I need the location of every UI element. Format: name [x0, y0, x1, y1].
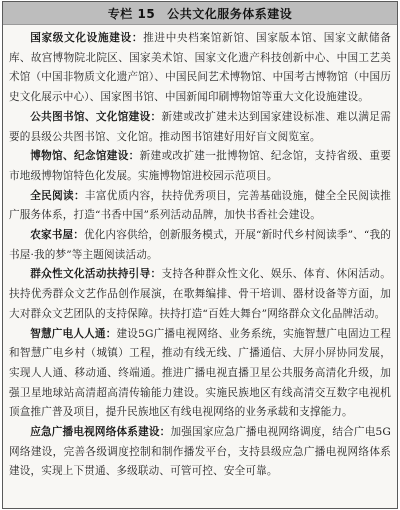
paragraph-national-facilities — [9, 29, 391, 108]
paragraph-lead: 智慧广电人人通： — [30, 327, 117, 340]
paragraph-lead: 群众性文化活动扶持引导： — [30, 268, 162, 281]
paragraph-rural-libraries — [9, 226, 391, 265]
paragraph-mass-cultural-activities — [9, 265, 391, 324]
paragraph-text: 建设5G广播电视网络、业务系统，实施智慧广电固边工程和智慧广电乡村（城镇）工程，推动有线无线、广播通信、大屏小屏协同发展，实现人人通、移动通、终端通。推进广播电视直播卫星公共服务高清化升级，加强卫星地球站高清超高清传输能力建设。实施民族地区有线高清交互数字电视机顶盒推广普及项目，提升民族地区有线电视网络的业务承载和支撑能力。 — [9, 327, 391, 419]
box-label: 专栏 15 — [107, 6, 156, 21]
paragraph-museums — [9, 147, 391, 186]
box-header — [3, 2, 397, 25]
box-body — [3, 25, 397, 482]
paragraph-lead: 农家书屋： — [30, 229, 84, 242]
paragraph-text: 推进中央档案馆新馆、国家版本馆、国家文献储备库、故宫博物院北院区、国家美术馆、国家文化遗产科技创新中心、中国工艺美术馆（中国非物质文化遗产馆）、中国民间艺术博物馆、中国考古博物馆（中国历史文化展示中心）、国家图书馆、中国新闻印刷博物馆等重大文化设施建设。 — [9, 32, 391, 104]
box-title: 公共文化服务体系建设 — [167, 6, 293, 21]
paragraph-libraries-cultural-centers — [9, 108, 391, 147]
paragraph-lead: 应急广播电视网络体系建设： — [30, 426, 171, 439]
paragraph-lead: 国家级文化设施建设： — [30, 32, 144, 44]
paragraph-text: 新建或改扩建一批博物馆、纪念馆，支持省级、重要市地级博物馆特色化发展。实施博物馆进校园示范项目。 — [9, 150, 392, 182]
paragraph-lead: 公共图书馆、文化馆建设： — [30, 110, 162, 123]
paragraph-lead: 全民阅读： — [30, 189, 85, 202]
paragraph-lead: 博物馆、纪念馆建设： — [30, 150, 140, 163]
paragraph-emergency-broadcasting — [9, 423, 391, 482]
paragraph-text: 新建或改扩建未达到国家建设标准、难以满足需要的县级公共图书馆、文化馆。推动图书馆建好用好盲文阅览室。 — [9, 110, 391, 143]
paragraph-text: 支持各种群众性文化、娱乐、体育、休闲活动。扶持优秀群众文艺作品创作展演，在歌舞编排、骨干培训、器材设备等方面，加大对群众文艺团队的支持保障。扶持打造“百姓大舞台”网络群众文化品牌活动。 — [9, 268, 391, 320]
paragraph-text: 加强国家应急广播电视网络调度，结合广电5G网络建设，完善各级调度控制和制作播发平台，支持县级应急广播电视网络体系建设，实现上下贯通、多级联动、可管可控、安全可靠。 — [9, 426, 391, 478]
paragraph-text: 丰富优质内容，扶持优秀项目，完善基础设施，健全全民阅读推广服务体系，打造“书香中国”系列活动品牌，加快书香社会建设。 — [9, 189, 391, 222]
paragraph-national-reading — [9, 187, 391, 226]
paragraph-smart-broadcasting — [9, 325, 391, 424]
feature-box — [2, 1, 398, 509]
paragraph-text: 优化内容供给，创新服务模式，开展“新时代乡村阅读季”、“我的书屋·我的梦”等主题阅读活动。 — [9, 229, 391, 261]
